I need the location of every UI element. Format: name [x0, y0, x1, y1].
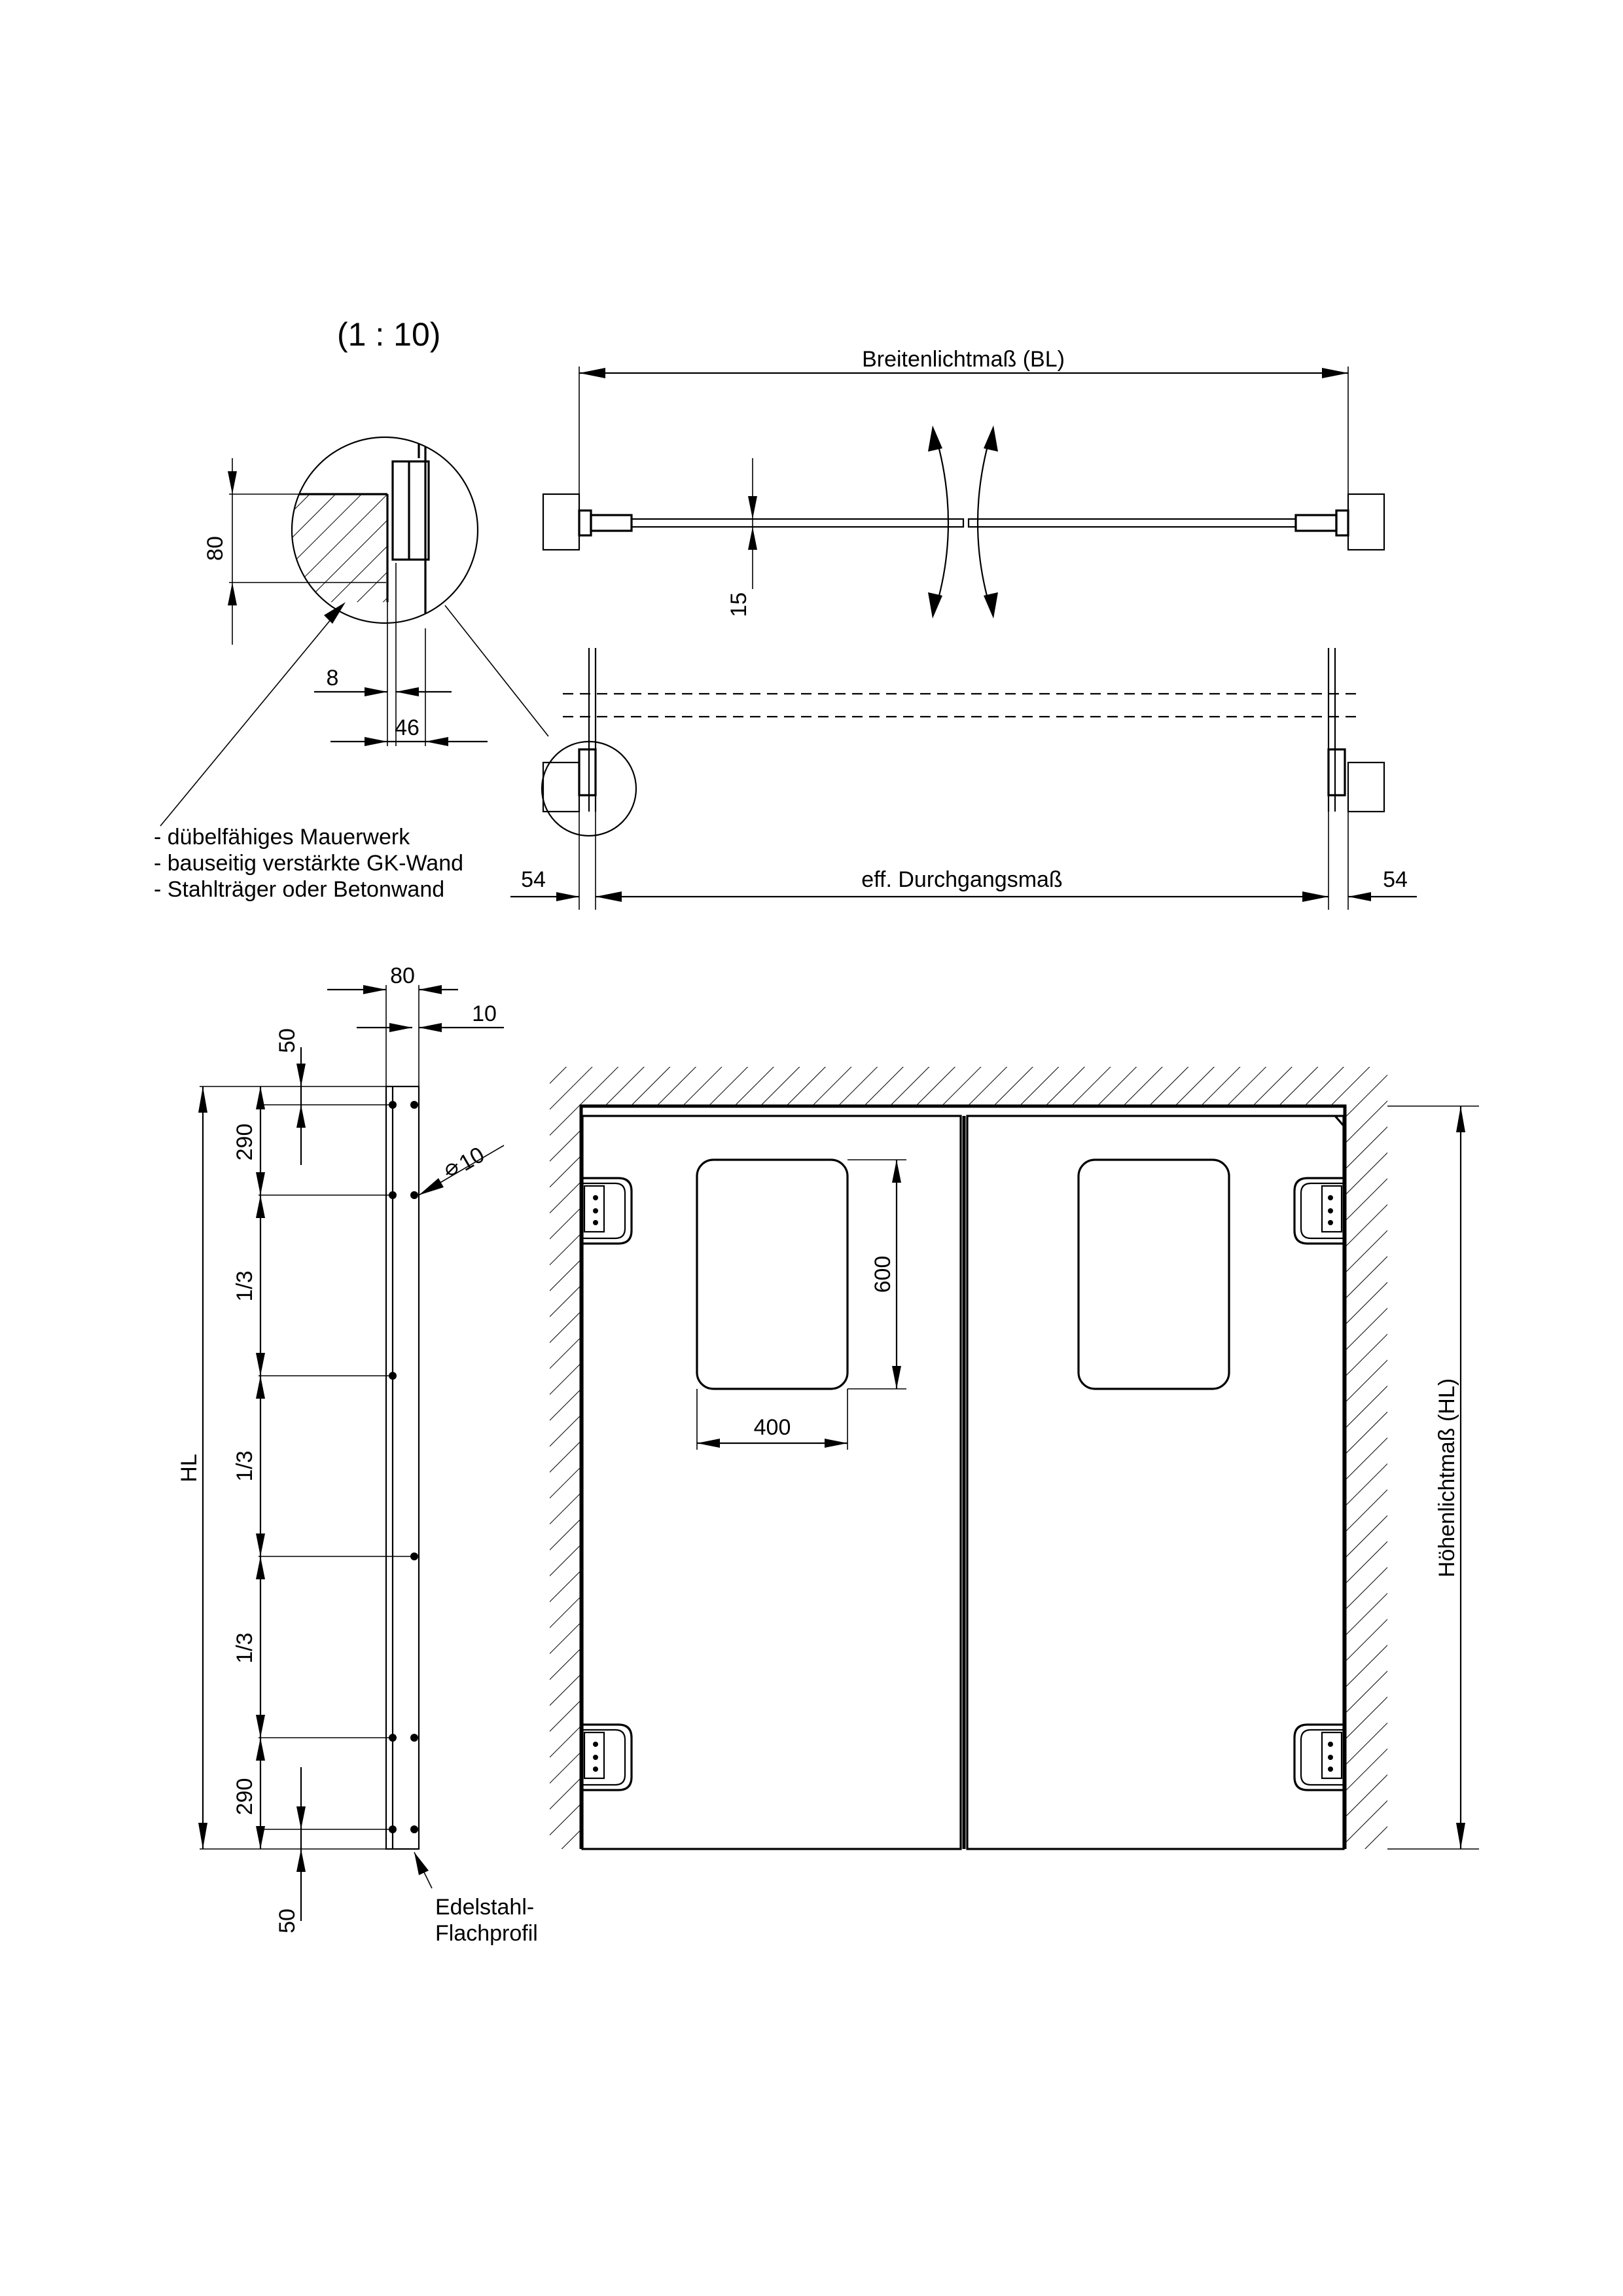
profile-height-label: HL	[177, 1454, 202, 1482]
door-elevation	[550, 1067, 1479, 1849]
mounting-note-1: - dübelfähiges Mauerwerk	[154, 825, 410, 850]
mounting-note-3: - Stahlträger oder Betonwand	[154, 877, 445, 902]
right-offset-label: 54	[1383, 867, 1408, 892]
passage-label: eff. Durchgangsmaß	[861, 867, 1063, 892]
third-2-label: 1/3	[232, 1450, 257, 1482]
window-height-label: 600	[870, 1255, 895, 1293]
elevation-height-label: Höhenlichtmaß (HL)	[1435, 1378, 1459, 1578]
bottom-spacing-label: 290	[232, 1778, 257, 1816]
top-offset-label: 50	[275, 1028, 300, 1053]
profile-depth-label: 46	[395, 715, 419, 740]
mounting-detail	[154, 432, 548, 902]
third-1-label: 1/3	[232, 1270, 257, 1302]
material-label-line-1: Edelstahl-	[435, 1895, 535, 1920]
profile-thickness-10-label: 10	[472, 1001, 497, 1026]
frame-height-label: 80	[203, 536, 228, 561]
hole-diameter-label: 10	[455, 1142, 489, 1176]
width-label: Breitenlichtmaß (BL)	[862, 347, 1065, 372]
profile-width-label: 80	[390, 963, 415, 988]
material-label-line-2: Flachprofil	[435, 1921, 538, 1946]
hole-diameter-symbol: ⌀	[445, 1155, 459, 1180]
bottom-offset-label: 50	[275, 1909, 300, 1933]
leaf-thickness-label: 15	[726, 592, 751, 617]
left-offset-label: 54	[521, 867, 546, 892]
window-width-label: 400	[753, 1415, 791, 1440]
third-3-label: 1/3	[232, 1632, 257, 1664]
top-spacing-label: 290	[232, 1123, 257, 1161]
profile-thickness-label: 8	[326, 666, 339, 691]
scale-label: (1 : 10)	[337, 316, 441, 353]
mounting-note-2: - bauseitig verstärkte GK-Wand	[154, 851, 464, 876]
plan-view	[510, 347, 1417, 910]
profile-view	[177, 963, 538, 1946]
